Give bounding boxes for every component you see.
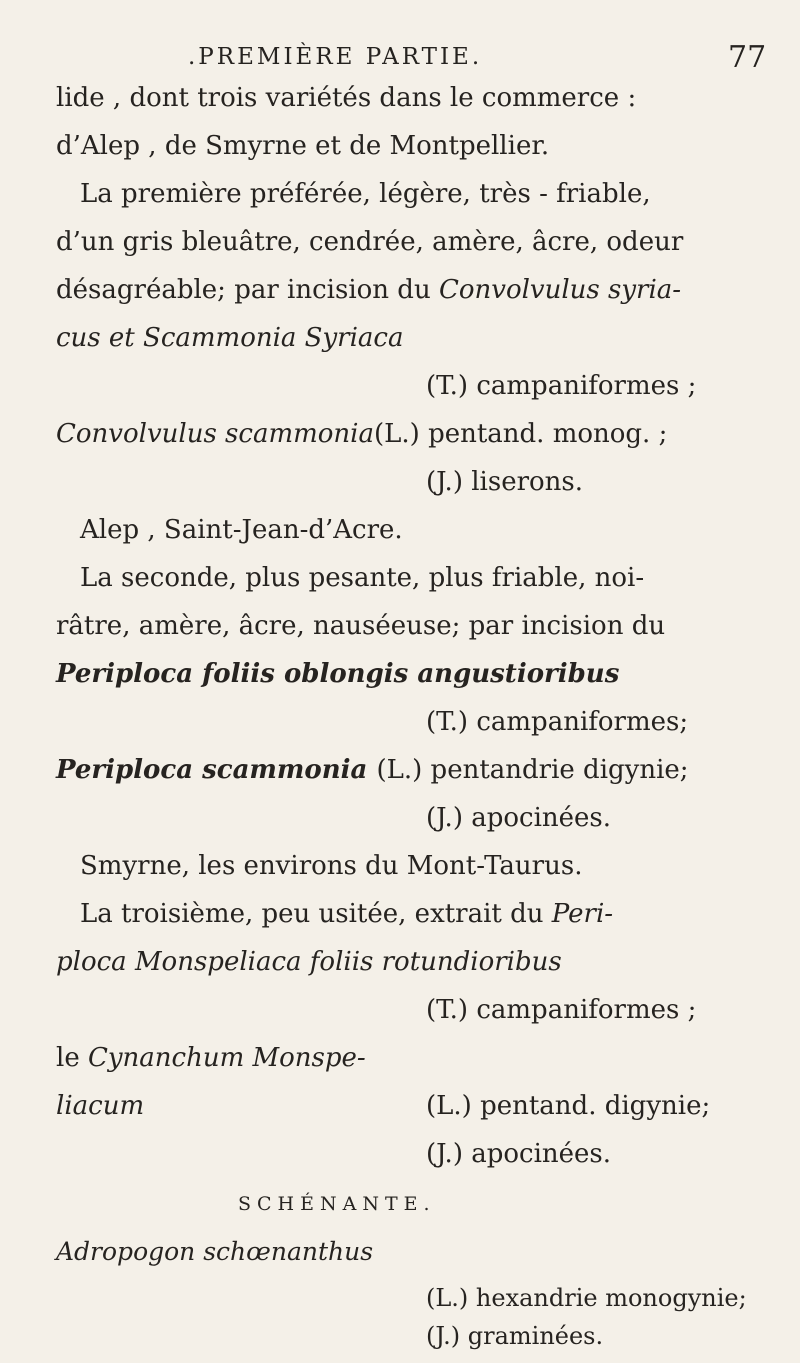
text-line-6: cus et Scammonia Syriaca (56, 323, 404, 353)
text-line-21-italic: Cynanchum Monspe- (87, 1043, 366, 1073)
text-line-27: (J.) graminées. (426, 1322, 604, 1350)
text-line-5-roman: désagréable; par incision du (56, 275, 439, 305)
text-line-2: d’Alep , de Smyrne et de Montpellier. (56, 131, 550, 161)
running-header: .PREMIÈRE PARTIE. (188, 44, 483, 70)
text-line-13: Periploca foliis oblongis angustioribus (56, 659, 620, 689)
text-line-15-roman: (L.) pentandrie digynie; (376, 755, 689, 785)
text-line-18 (80, 898, 613, 930)
text-line-9: (J.) liserons. (426, 467, 584, 497)
text-line-5 (56, 274, 681, 306)
text-line-3: La première préférée, légère, très - friable, (80, 179, 651, 209)
text-line-15 (56, 754, 689, 786)
text-line-16: (J.) apocinées. (426, 803, 612, 833)
page-number: 77 (728, 40, 767, 75)
text-line-8 (56, 418, 667, 450)
text-line-21 (56, 1042, 366, 1074)
text-line-7: (T.) campaniformes ; (426, 371, 697, 401)
text-line-25: Adropogon schœnanthus (56, 1237, 374, 1266)
text-line-15-italic: Periploca scammonia (56, 755, 377, 785)
text-line-18-italic: Peri- (551, 899, 614, 929)
section-heading: SCHÉNANTE. (238, 1193, 436, 1215)
text-line-21-roman: le (56, 1043, 88, 1073)
text-line-8-roman: (L.) pentand. monog. ; (373, 419, 668, 449)
text-line-19: ploca Monspeliaca foliis rotundioribus (56, 947, 562, 977)
text-line-18-roman: La troisième, peu usitée, extrait du (80, 899, 552, 929)
text-line-26: (L.) hexandrie monogynie; (426, 1284, 747, 1312)
text-line-12: râtre, amère, âcre, nauséeuse; par incision du (56, 611, 666, 641)
text-line-4: d’un gris bleuâtre, cendrée, amère, âcre, odeur (56, 227, 684, 257)
text-line-10: Alep , Saint-Jean-d’Acre. (80, 515, 403, 545)
text-line-22 (56, 1090, 710, 1122)
text-line-23: (J.) apocinées. (426, 1139, 612, 1169)
text-line-11: La seconde, plus pesante, plus friable, noi- (80, 563, 645, 593)
text-line-5-italic: Convolvulus syria- (438, 275, 682, 305)
text-line-17: Smyrne, les environs du Mont-Taurus. (80, 851, 583, 881)
text-line-1: lide , dont trois variétés dans le commerce : (56, 83, 637, 113)
text-line-22-italic: liacum (56, 1091, 145, 1121)
text-line-8-italic: Convolvulus scammonia (56, 419, 374, 449)
text-line-20: (T.) campaniformes ; (426, 995, 697, 1025)
text-line-22-roman: (L.) pentand. digynie; (426, 1091, 711, 1121)
text-line-14: (T.) campaniformes; (426, 707, 689, 737)
